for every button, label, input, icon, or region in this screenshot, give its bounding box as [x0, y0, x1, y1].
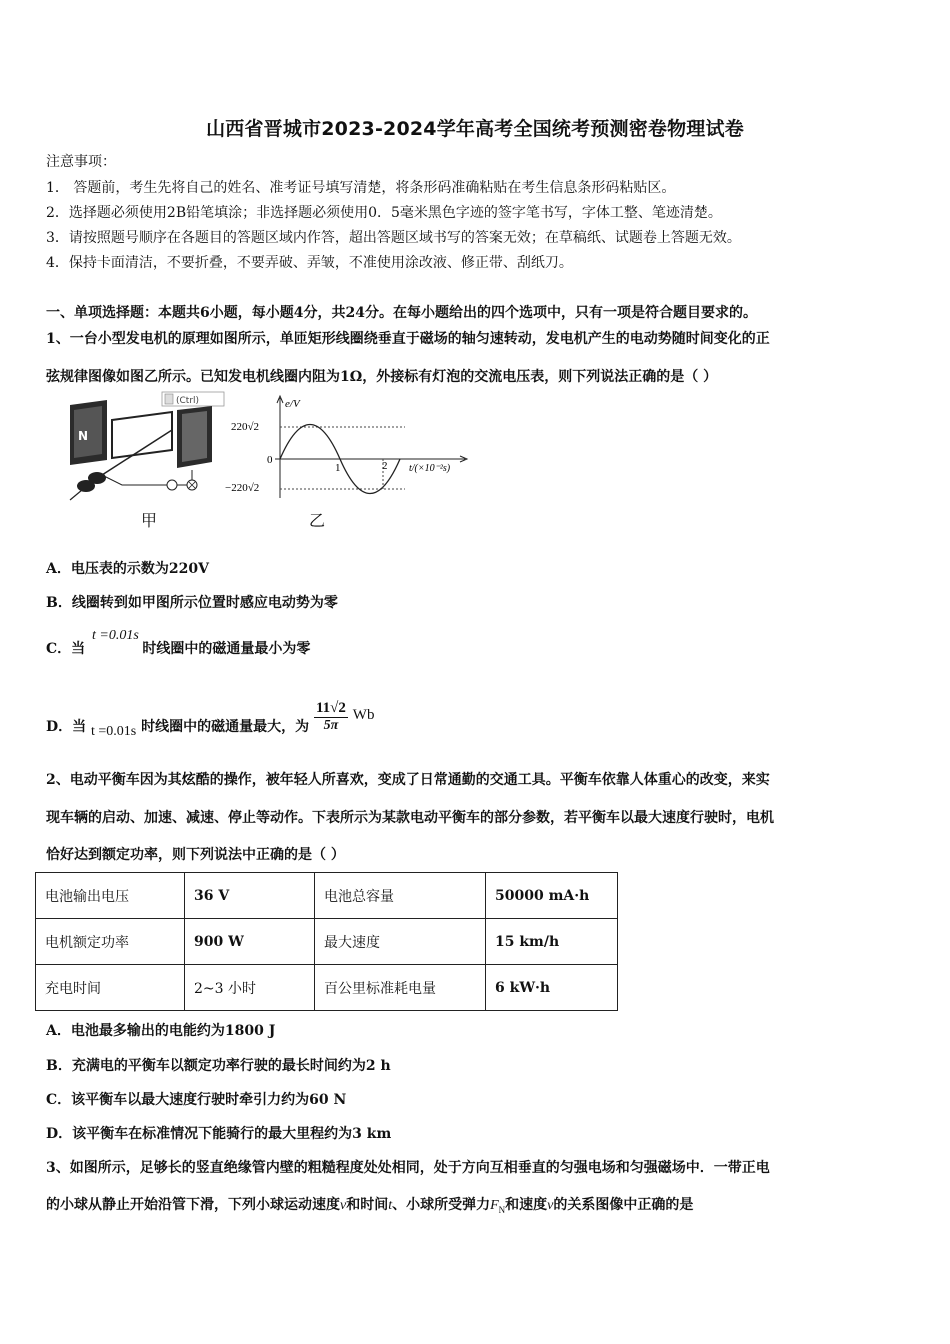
- notice-heading: 注意事项：: [46, 154, 116, 170]
- q1-option-b: B．线圈转到如甲图所示位置时感应电动势为零: [46, 595, 338, 611]
- figure-jia-label: 甲: [141, 511, 158, 530]
- table-cell: 2~3 小时: [185, 965, 315, 1011]
- table-cell: 电池输出电压: [36, 873, 185, 919]
- table-cell: 百公里标准耗电量: [315, 965, 486, 1011]
- page-title: 山西省晋城市2023-2024学年高考全国统考预测密卷物理试卷: [206, 118, 744, 140]
- q1-option-c: [46, 628, 311, 658]
- generator-diagram: [62, 390, 237, 505]
- q1-option-d-math: t =0.01s: [91, 724, 137, 739]
- x-axis-label: t/(×10⁻²s): [409, 463, 451, 474]
- x-tick-2: 2: [382, 460, 388, 472]
- notice-item-2: 2．选择题必须使用2B铅笔填涂；非选择题必须使用0．5毫米黑色字迹的签字笔书写，字体工整、笔迹清楚。: [46, 205, 722, 221]
- q1-option-c-prefix: C．当: [46, 641, 86, 657]
- q1-option-d-prefix: D．当: [46, 719, 87, 735]
- table-cell: 充电时间: [36, 965, 185, 1011]
- table-row: [36, 965, 618, 1011]
- table-cell: 最大速度: [315, 919, 486, 965]
- ctrl-tag: (Ctrl): [176, 396, 200, 406]
- table-cell: 15 km/h: [486, 919, 618, 965]
- q1-option-d: [46, 690, 375, 739]
- q2-stem-line2: 现车辆的启动、加速、减速、停止等动作。下表所示为某款电动平衡车的部分参数，若平衡车以最大速度行驶时，电机: [46, 810, 774, 826]
- notice-item-3: 3．请按照题号顺序在各题目的答题区域内作答，超出答题区域书写的答案无效；在草稿纸、试题卷上答题无效。: [46, 230, 741, 246]
- figure-yi-label: 乙: [309, 511, 326, 530]
- q1-option-c-suffix: 时线圈中的磁通量最小为零: [142, 641, 311, 657]
- q1-option-a: A．电压表的示数为220V: [46, 561, 209, 577]
- q3-stem-line2: 的小球从静止开始沿管下滑，下列小球运动速度v和时间t、小球所受弹力$F_N$和速度v的关系图像中正确的是: [46, 1197, 694, 1215]
- y-axis-label: e/V: [285, 398, 300, 410]
- emf-time-graph: [225, 393, 475, 503]
- q1-option-d-unit: Wb: [352, 707, 375, 723]
- y-tick-zero: 0: [267, 454, 273, 466]
- table-row: [36, 873, 618, 919]
- notice-item-4: 4．保持卡面清洁，不要折叠，不要弄破、弄皱，不准使用涂改液、修正带、刮纸刀。: [46, 255, 573, 271]
- y-tick-top: 220√2: [231, 421, 260, 433]
- q1-option-c-math: t =0.01s: [92, 628, 139, 643]
- table-cell: 36 V: [185, 873, 315, 919]
- q2-option-c: C．该平衡车以最大速度行驶时牵引力约为60 N: [46, 1092, 347, 1108]
- table-row: [36, 919, 618, 965]
- table-cell: 电池总容量: [315, 873, 486, 919]
- q2-option-a: A．电池最多输出的电能约为1800 J: [46, 1023, 276, 1039]
- q1-option-d-mid: 时线圈中的磁通量最大，为: [141, 719, 310, 735]
- table-cell: 900 W: [185, 919, 315, 965]
- table-cell: 50000 mA·h: [486, 873, 618, 919]
- parameter-table: [35, 872, 618, 1011]
- q1-stem-line1: 1、一台小型发电机的原理如图所示，单匝矩形线圈绕垂直于磁场的轴匀速转动，发电机产生的电动势随时间变化的正: [46, 331, 770, 347]
- section-heading: 一、单项选择题：本题共6小题，每小题4分，共24分。在每小题给出的四个选项中，只有一项是符合题目要求的。: [46, 305, 757, 321]
- table-cell: 6 kW·h: [486, 965, 618, 1011]
- q1-option-d-fraction: $\frac{11√2}{5\pi}$: [316, 700, 346, 733]
- q2-option-d: D．该平衡车在标准情况下能骑行的最大里程约为3 km: [46, 1126, 392, 1142]
- x-tick-1: 1: [335, 462, 341, 474]
- q2-option-b: B．充满电的平衡车以额定功率行驶的最长时间约为2 h: [46, 1058, 391, 1074]
- q3-stem-line1: 3、如图所示，足够长的竖直绝缘管内壁的粗糙程度处处相同，处于方向互相垂直的匀强电场和匀强磁场中．一带正电: [46, 1160, 770, 1176]
- table-cell: 电机额定功率: [36, 919, 185, 965]
- notice-item-1: 1． 答题前，考生先将自己的姓名、准考证号填写清楚，将条形码准确粘贴在考生信息条形码粘贴区。: [46, 180, 676, 196]
- q2-stem-line1: 2、电动平衡车因为其炫酷的操作，被年轻人所喜欢，变成了日常通勤的交通工具。平衡车依靠人体重心的改变，来实: [46, 772, 770, 788]
- q2-stem-line3: 恰好达到额定功率，则下列说法中正确的是（ ）: [46, 847, 345, 863]
- magnet-n-label: N: [78, 429, 89, 443]
- q1-stem-line2: 弦规律图像如图乙所示。已知发电机线圈内阻为1Ω，外接标有灯泡的交流电压表，则下列说法正确的是（ ）: [46, 369, 718, 385]
- y-tick-bottom: −220√2: [225, 482, 260, 494]
